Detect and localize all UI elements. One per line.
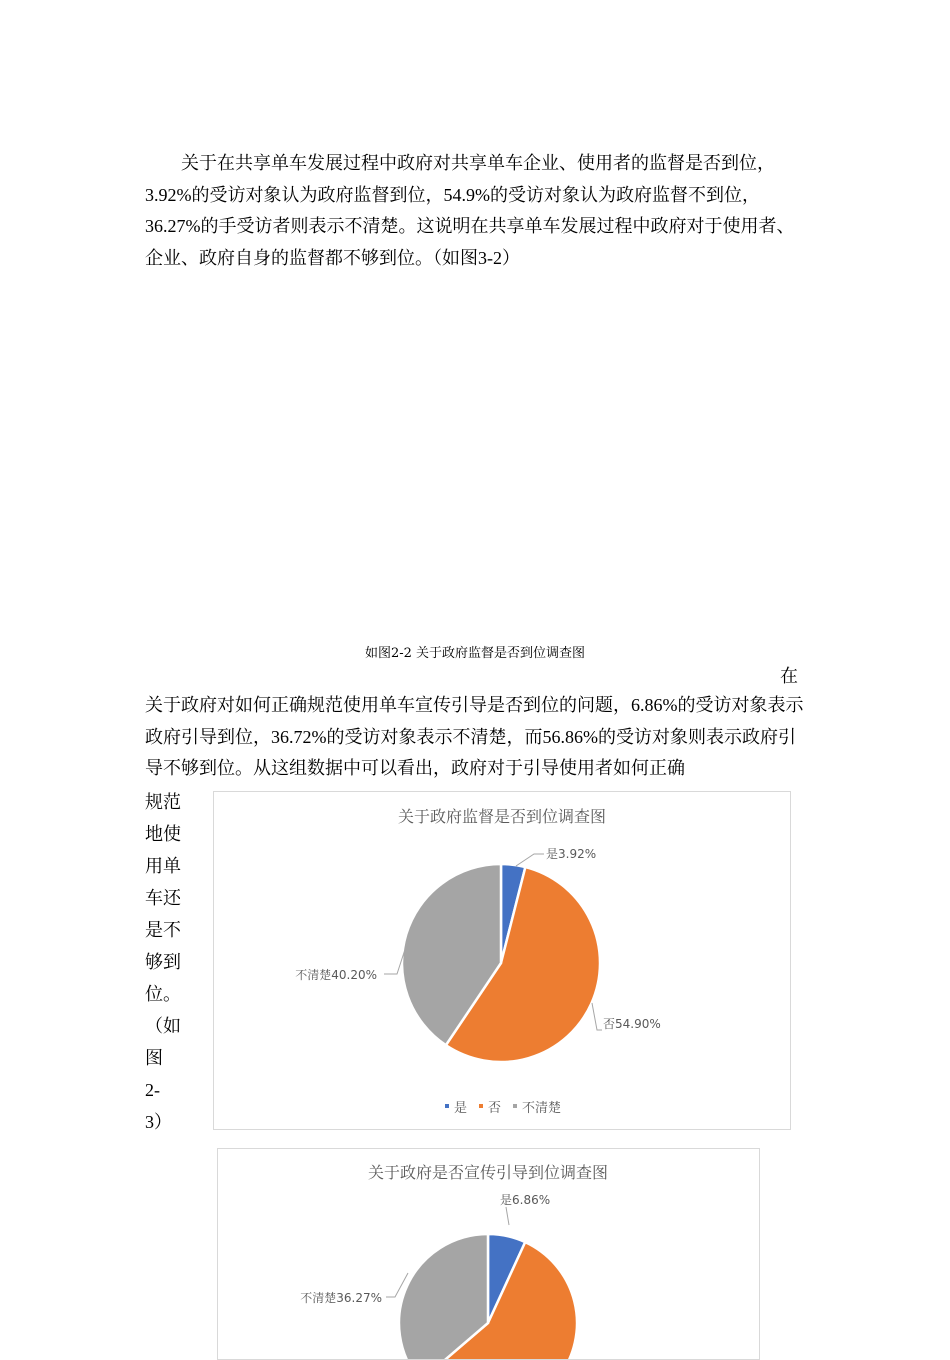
leader-line <box>516 854 544 866</box>
wrapped-line: 用单 <box>145 856 181 876</box>
wrapped-line: 2- <box>145 1080 160 1100</box>
pie-slices <box>402 864 600 1062</box>
wrapped-line: 图 <box>145 1048 163 1068</box>
legend-label: 不清楚 <box>522 1101 562 1116</box>
legend-label: 否 <box>488 1101 502 1116</box>
legend <box>445 1100 561 1116</box>
data-label: 不清楚36.27% <box>300 1291 382 1305</box>
paragraph-guidance: 关于政府对如何正确规范使用单车宣传引导是否到位的问题，6.86%的受访对象表示政府引导到位，36.72%的受访对象表示不清楚，而56.86%的受访对象则表示政府引导不够到位。从这组数据中可以看出，政府对于引导使用者如何正确 <box>145 695 804 778</box>
leader-line <box>506 1207 509 1225</box>
figure-caption: 如图2-2 关于政府监督是否到位调查图 <box>364 646 586 661</box>
legend-swatch-yes <box>445 1104 449 1108</box>
wrapped-line: 位。 <box>145 984 181 1004</box>
chart-guidance-svg <box>218 1149 759 1359</box>
legend-swatch-no <box>479 1104 483 1108</box>
chart-title: 关于政府监督是否到位调查图 <box>397 807 607 826</box>
leader-line <box>592 1003 602 1030</box>
chart-supervision <box>213 791 791 1130</box>
chart-title: 关于政府是否宣传引导到位调查图 <box>367 1163 609 1182</box>
legend-swatch-unclear <box>513 1104 517 1108</box>
data-label: 是6.86% <box>500 1193 551 1207</box>
data-label: 是3.92% <box>546 847 597 861</box>
wrapped-text-column <box>145 786 187 1138</box>
data-label: 否54.90% <box>603 1017 661 1031</box>
chart-supervision-svg <box>214 792 790 1129</box>
wrapped-line: 够到 <box>145 952 181 972</box>
paragraph-supervision: 关于在共享单车发展过程中政府对共享单车企业、使用者的监督是否到位，3.92%的受访对象认为政府监督到位，54.9%的受访对象认为政府监督不到位，36.27%的手受访者则表示不清楚。这说明在共享单车发展过程中政府对于使用者、企业、政府自身的监督都不够到位。（如图3-2） <box>145 153 795 268</box>
wrapped-line: 车还 <box>145 888 181 908</box>
wrapped-line: 规范 <box>145 792 181 812</box>
stray-char: 在 <box>780 666 798 686</box>
chart-guidance <box>217 1148 760 1360</box>
pie-slices <box>399 1234 577 1359</box>
legend-label: 是 <box>454 1101 468 1116</box>
data-label: 不清楚40.20% <box>295 968 377 982</box>
wrapped-line: 3） <box>145 1112 172 1132</box>
wrapped-line: 是不 <box>145 920 181 940</box>
wrapped-line: （如 <box>145 1016 181 1036</box>
wrapped-line: 地使 <box>145 824 181 844</box>
